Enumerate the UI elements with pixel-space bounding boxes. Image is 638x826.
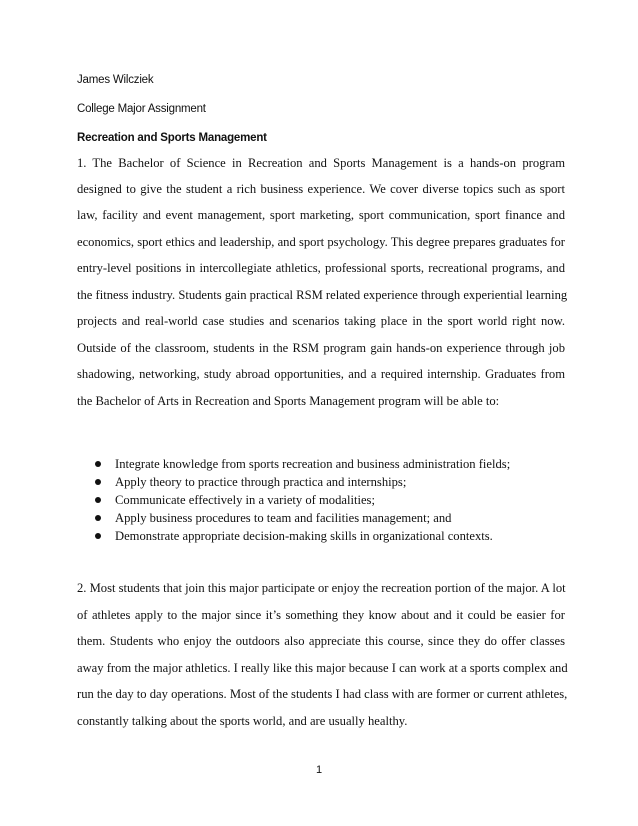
outcome-text: Integrate knowledge from sports recreation and business administration fields; [115, 457, 511, 471]
paragraph-1-line: 1. The Bachelor of Science in Recreation and Sports Management is a hands-on program [77, 156, 565, 170]
paragraph-2-line: them. Students who enjoy the outdoors also appreciate this course, since they do offer classes [77, 634, 565, 648]
outcome-text: Apply business procedures to team and facilities management; and [115, 511, 452, 525]
bullet-icon [95, 515, 101, 521]
course-name: College Major Assignment [77, 103, 206, 115]
paragraph-2-line: run the day to day operations. Most of the students I had class with are former or current athletes, [77, 687, 568, 701]
document-title: Recreation and Sports Management [77, 132, 267, 144]
outcome-text: Communicate effectively in a variety of modalities; [115, 493, 375, 507]
paragraph-1-line: Outside of the classroom, students in the RSM program gain hands-on experience through job [77, 341, 565, 355]
paragraph-1-line: shadowing, networking, study abroad opportunities, and a required internship. Graduates from [77, 367, 565, 381]
paragraph-1-line: the Bachelor of Arts in Recreation and Sports Management program will be able to: [77, 394, 500, 408]
bullet-icon [95, 461, 101, 467]
paragraph-1-line: entry-level positions in intercollegiate athletics, professional sports, recreational programs, and [77, 261, 565, 275]
outcome-text: Apply theory to practice through practica and internships; [115, 475, 407, 489]
paragraph-1-line: law, facility and event management, sport marketing, sport communication, sport finance and [77, 208, 565, 222]
list-item [95, 491, 510, 509]
paragraph-1-line: the fitness industry. Students gain practical RSM related experience through experiential learning [77, 288, 568, 302]
paragraph-1-line: projects and real-world case studies and scenarios taking place in the sport world right now. [77, 314, 565, 328]
author-name: James Wilcziek [77, 74, 154, 86]
paragraph-2-line: of athletes apply to the major since it’s something they know about and it could be easier for [77, 608, 565, 622]
list-item [95, 473, 510, 491]
paragraph-2-line: constantly talking about the sports world, and are usually healthy. [77, 714, 408, 728]
paragraph-1-line: designed to give the student a rich business experience. We cover diverse topics such as sport [77, 182, 565, 196]
paragraph-2-line: 2. Most students that join this major participate or enjoy the recreation portion of the major. A lot [77, 581, 566, 595]
outcomes-list [95, 455, 510, 545]
paragraph-1-line: economics, sport ethics and leadership, and sport psychology. This degree prepares graduates for [77, 235, 565, 249]
list-item [95, 527, 510, 545]
list-item [95, 455, 510, 473]
bullet-icon [95, 533, 101, 539]
bullet-icon [95, 479, 101, 485]
list-item [95, 509, 510, 527]
outcome-text: Demonstrate appropriate decision-making skills in organizational contexts. [115, 529, 493, 543]
page-number: 1 [315, 764, 323, 776]
bullet-icon [95, 497, 101, 503]
paragraph-2-line: away from the major athletics. I really like this major because I can work at a sports complex and [77, 661, 568, 675]
